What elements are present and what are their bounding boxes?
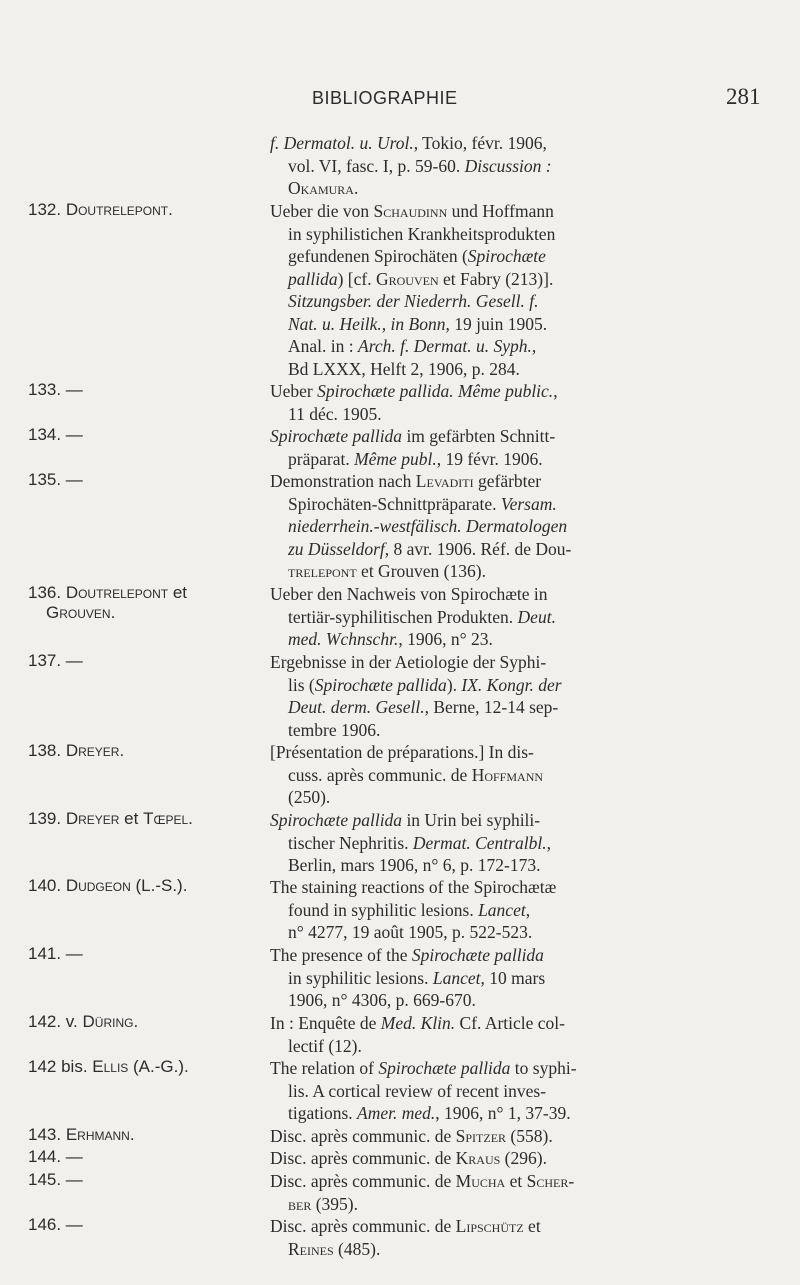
entry-number-author: 134. —	[28, 425, 83, 444]
citation-line: Berlin, mars 1906, n° 6, p. 172-173.	[288, 855, 541, 875]
citation-line: Disc. après communic. de Mucha et Scher-	[270, 1171, 575, 1191]
citation-line: In : Enquête de Med. Klin. Cf. Article col-	[270, 1013, 565, 1033]
entry-citation	[270, 583, 732, 651]
citation-line: Demonstration nach Levaditi gefärbter	[270, 471, 542, 491]
entry-citation	[270, 470, 732, 583]
citation-line: präparat. Même publ., 19 févr. 1906.	[288, 448, 543, 469]
entry-number-author: 143. Erhmann.	[28, 1125, 135, 1144]
entry-citation	[270, 1147, 732, 1170]
citation-line: niederrhein.-westfälisch. Dermatologen	[288, 516, 568, 536]
citation-line: trelepont et Grouven (136).	[288, 561, 486, 581]
entry-citation	[270, 1170, 732, 1215]
citation-line: Nat. u. Heilk., in Bonn, 19 juin 1905.	[288, 313, 548, 334]
citation-line: in syphilitic lesions. Lancet, 10 mars	[288, 967, 546, 988]
citation-line: (250).	[288, 787, 331, 807]
entry-number-author: 141. —	[28, 944, 83, 963]
citation-line: tertiär-syphilitischen Produkten. Deut.	[288, 606, 556, 627]
citation-line: Reines (485).	[288, 1238, 381, 1259]
entry-number-author: 139. Dreyer et Tœpel.	[28, 809, 193, 828]
citation-line: Ergebnisse in der Aetiologie der Syphi-	[270, 652, 547, 672]
entry-citation	[270, 809, 732, 877]
citation-line: vol. VI, fasc. I, p. 59-60. Discussion :	[288, 155, 552, 176]
page-number: 281	[726, 84, 761, 109]
page-header	[0, 84, 800, 118]
citation-line: Disc. après communic. de Kraus (296).	[270, 1148, 547, 1168]
citation-line: The staining reactions of the Spirochætæ	[270, 877, 557, 897]
entry-number-author: 133. —	[28, 380, 83, 399]
citation-line: ber (395).	[288, 1193, 358, 1214]
entry-citation	[270, 1012, 732, 1057]
citation-line: Deut. derm. Gesell., Berne, 12-14 sep-	[288, 697, 559, 717]
citation-line: found in syphilitic lesions. Lancet,	[288, 899, 531, 920]
citation-line: Anal. in : Arch. f. Dermat. u. Syph.,	[288, 336, 537, 356]
entry-number-author: 145. —	[28, 1170, 83, 1189]
citation-line: in syphilistichen Krankheitsprodukten	[288, 223, 556, 244]
citation-line: lis. A cortical review of recent inves-	[288, 1080, 547, 1101]
citation-line: lis (Spirochæte pallida). IX. Kongr. der	[288, 674, 562, 695]
citation-line: Spirochäten-Schnittpräparate. Versam.	[288, 493, 557, 514]
entry-number-author: 146. —	[28, 1215, 83, 1234]
citation-line: cuss. après communic. de Hoffmann	[288, 764, 544, 785]
entry-number-author: 132. Doutrelepont.	[28, 200, 173, 219]
citation-line: Spirochæte pallida in Urin bei syphili-	[270, 810, 541, 830]
citation-line: med. Wchnschr., 1906, n° 23.	[288, 629, 493, 649]
citation-line: lectif (12).	[288, 1035, 362, 1056]
entry-citation	[270, 651, 732, 741]
entry-number-author: 142 bis. Ellis (A.-G.).	[28, 1057, 189, 1076]
entry-number-author: 137. —	[28, 651, 83, 670]
citation-line: tigations. Amer. med., 1906, n° 1, 37-39.	[288, 1103, 571, 1123]
citation-line: Ueber Spirochæte pallida. Même public.,	[270, 381, 558, 401]
entry-citation	[270, 944, 732, 1012]
citation-line: Spirochæte pallida im gefärbten Schnitt-	[270, 426, 556, 446]
citation-line: gefundenen Spirochäten (Spirochæte	[288, 246, 546, 266]
entry-number-author: 142. v. Düring.	[28, 1012, 139, 1031]
citation-line: zu Düsseldorf, 8 avr. 1906. Réf. de Dou-	[288, 538, 572, 559]
entry-number-author: 135. —	[28, 470, 83, 489]
citation-line: Ueber die von Schaudinn und Hoffmann	[270, 201, 554, 221]
citation-line: tischer Nephritis. Dermat. Centralbl.,	[288, 832, 551, 853]
citation-line: Disc. après communic. de Lipschütz et	[270, 1216, 541, 1236]
citation-line: 11 déc. 1905.	[288, 403, 382, 424]
citation-line: tembre 1906.	[288, 719, 381, 740]
entry-number-author: 144. —	[28, 1147, 83, 1166]
citation-line: Disc. après communic. de Spitzer (558).	[270, 1126, 553, 1146]
entry-citation	[270, 425, 732, 470]
citation-line: Ueber den Nachweis von Spirochæte in	[270, 584, 548, 604]
citation-line: Okamura.	[288, 178, 359, 198]
citation-line: [Présentation de préparations.] In dis-	[270, 742, 534, 762]
citation-line: Sitzungsber. der Niederrh. Gesell. f.	[288, 291, 539, 311]
citation-line: The presence of the Spirochæte pallida	[270, 945, 544, 965]
entry-number-author: 138. Dreyer.	[28, 741, 125, 760]
entry-number-author: 140. Dudgeon (L.-S.).	[28, 876, 188, 895]
citation-line: The relation of Spirochæte pallida to syphi-	[270, 1058, 577, 1078]
citation-line: pallida) [cf. Grouven et Fabry (213)].	[288, 268, 554, 289]
entry-citation	[270, 741, 732, 809]
entry-citation	[270, 1215, 732, 1260]
entry-citation	[270, 380, 732, 425]
entry-number-author: 136. Doutrelepont et Grouven.	[28, 583, 188, 622]
entry-citation	[270, 876, 732, 944]
citation-line: f. Dermatol. u. Urol., Tokio, févr. 1906,	[270, 133, 547, 153]
citation-line: n° 4277, 19 août 1905, p. 522-523.	[288, 922, 533, 942]
entry-citation	[270, 1057, 732, 1125]
citation-line: Bd LXXX, Helft 2, 1906, p. 284.	[288, 358, 520, 379]
entry-citation	[270, 1125, 732, 1148]
entry-citation	[270, 132, 732, 200]
entry-citation	[270, 200, 732, 380]
citation-line: 1906, n° 4306, p. 669-670.	[288, 990, 476, 1010]
running-title: BIBLIOGRAPHIE	[312, 88, 458, 108]
